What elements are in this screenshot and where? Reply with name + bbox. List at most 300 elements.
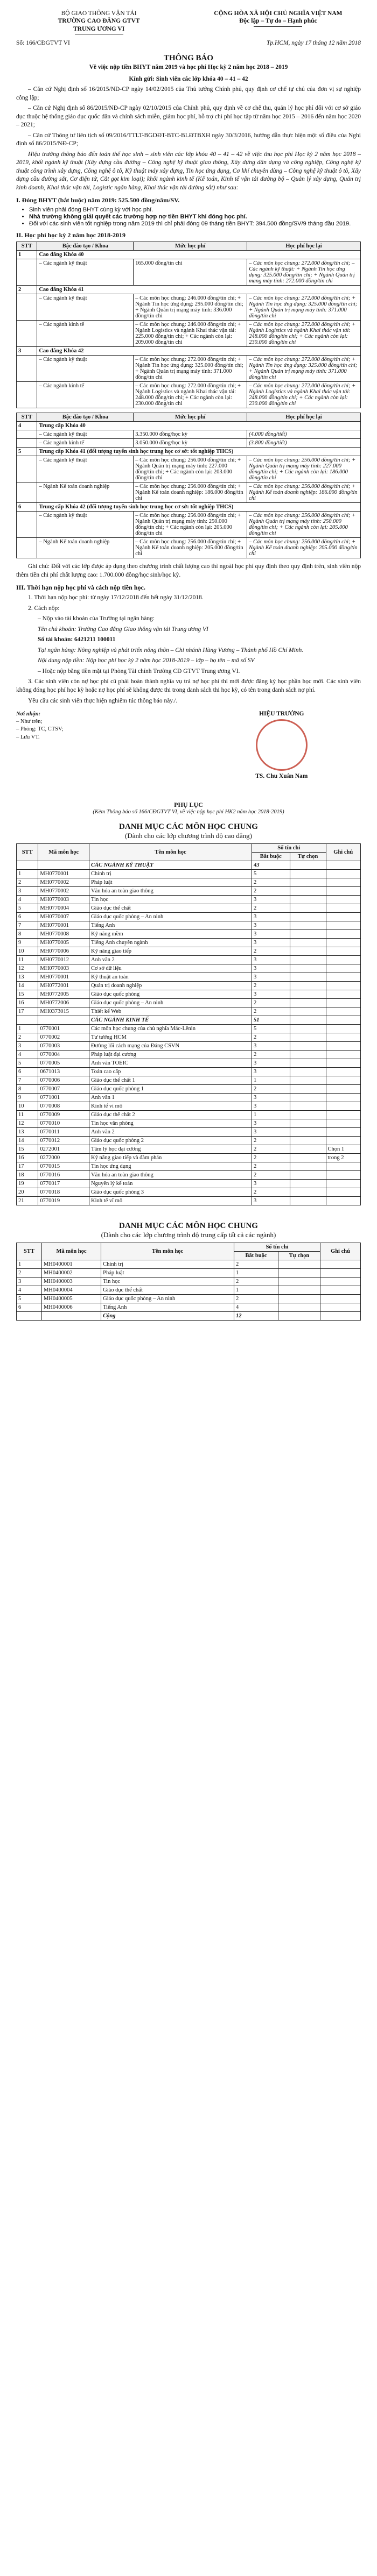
cell-name: Giáo dục quốc phòng 3 xyxy=(89,1188,252,1197)
cell-note xyxy=(320,1260,360,1269)
cell-note xyxy=(326,1188,361,1197)
cell-name: Tiếng Anh chuyên ngành xyxy=(89,939,252,947)
cell-elective xyxy=(290,1180,326,1188)
document-header xyxy=(16,10,361,37)
recipient-item: – Phòng: TC, CTSV; xyxy=(16,726,64,733)
cell-required: 1 xyxy=(234,1269,278,1278)
cell-required: 5 xyxy=(252,1025,290,1033)
cell-fee: – Các môn học chung: 256.000 đồng/tín chỉ; + Ngành Kế toán doanh nghiệp: 186.000 đồng/tín chỉ xyxy=(134,482,247,503)
cell-fee: 165.000 đồng/tín chỉ xyxy=(134,259,247,286)
cell-code: 0272001 xyxy=(38,1145,89,1154)
cell-stt xyxy=(17,456,37,482)
cell-name: Giáo dục thể chất 1 xyxy=(89,1076,252,1085)
cell-elective xyxy=(290,1188,326,1197)
cell-code: MH0400001 xyxy=(41,1260,101,1269)
table-row xyxy=(17,939,361,947)
cell-stt: 16 xyxy=(17,999,38,1007)
cell-code: MH0400003 xyxy=(41,1278,101,1286)
table-row xyxy=(17,1295,361,1303)
table-group-row xyxy=(17,861,361,870)
legal-basis-1: – Căn cứ Nghị định số 16/2015/NĐ-CP ngày 14/02/2015 của Thủ tướng Chính phủ, quy định cơ chế tự chủ của đơn vị sự nghiệp công lập; xyxy=(16,86,361,101)
cell-stt: 3 xyxy=(17,347,37,356)
table-row xyxy=(17,1180,361,1188)
cell-required: 12 xyxy=(234,1312,278,1321)
cell-stt: 3 xyxy=(17,887,38,896)
cell-stt: 10 xyxy=(17,1102,38,1111)
bank-name: Tại ngân hàng: Nông nghiệp và phát triển nông thôn – Chi nhánh Hùng Vương – Thành phố Hồ Chí Minh. xyxy=(38,647,304,654)
col-elective: Tự chọn xyxy=(290,853,326,861)
cell-stt: 14 xyxy=(17,1137,38,1145)
list-item: • Sinh viên phải đóng BHYT cùng kỳ với học phí. xyxy=(29,207,361,213)
issuer-school: TRƯỜNG CAO ĐẲNG GTVT xyxy=(58,18,140,25)
cell-elective xyxy=(290,921,326,930)
cell-required: 2 xyxy=(252,878,290,887)
cell-code: 0770011 xyxy=(38,1128,89,1137)
table-group-row xyxy=(17,251,361,259)
cell-elective xyxy=(290,939,326,947)
cell-name: Đường lối cách mạng của Đảng CSVN xyxy=(89,1042,252,1051)
cell-required: 2 xyxy=(234,1260,278,1269)
cell-stt: 5 xyxy=(17,1059,38,1068)
cell-code: MH0772005 xyxy=(38,990,89,999)
table-row xyxy=(17,538,361,558)
cell-note xyxy=(326,1033,361,1042)
cell-relearn-fee: – Các môn học chung: 272.000 đồng/tín chỉ; + Ngành Logistics và ngành Khai thác vận tải: 248.000 đồng/tín chỉ; + Các ngành còn lại: 230.000 đồng/tín chỉ xyxy=(247,321,361,347)
table-row xyxy=(17,913,361,921)
cell-elective xyxy=(290,878,326,887)
cell-required: 3 xyxy=(252,990,290,999)
cell-level: – Các ngành kinh tế xyxy=(37,382,134,408)
cell-elective xyxy=(278,1295,320,1303)
course-list-1-title: DANH MỤC CÁC MÔN HỌC CHUNG xyxy=(119,822,258,832)
motto: Độc lập – Tự do – Hạnh phúc xyxy=(239,18,317,25)
transfer-content: Nội dung nộp tiền: Nộp học phí học kỳ 2 năm học 2018-2019 – lớp – họ tên – mã số SV xyxy=(38,657,255,664)
cell-required: 1 xyxy=(234,1286,278,1295)
cell-name: Tin học ứng dụng xyxy=(89,1162,252,1171)
recipient-item: – Như trên; xyxy=(16,719,43,725)
cell-name: Kinh tế vi mô xyxy=(89,1102,252,1111)
table-row xyxy=(17,439,361,448)
cell-required: 3 xyxy=(252,913,290,921)
cell-elective xyxy=(290,887,326,896)
cell-stt xyxy=(17,321,37,347)
col-stt: STT xyxy=(17,844,38,861)
cell-stt: 6 xyxy=(17,1303,42,1312)
cell-note xyxy=(326,913,361,921)
appendix-subtitle: (Kèm Thông báo số 166/CĐGTVT VI, về việc nộp học phí HK2 năm học 2018-2019) xyxy=(93,809,284,815)
cell-name: Anh văn 2 xyxy=(89,956,252,964)
col-note: Ghi chú xyxy=(320,1243,360,1260)
cell-stt: 8 xyxy=(17,1085,38,1094)
cell-required: 3 xyxy=(252,939,290,947)
cell-required: 2 xyxy=(252,904,290,913)
doc-number: Số: 166/CĐGTVT VI xyxy=(16,40,70,47)
cell-elective xyxy=(278,1269,320,1278)
fee-table-caodang xyxy=(16,242,361,408)
cell-stt: 1 xyxy=(17,251,37,259)
cell-note xyxy=(320,1269,360,1278)
cell-stt xyxy=(17,439,37,448)
cell-stt: 12 xyxy=(17,1119,38,1128)
cell-stt: 3 xyxy=(17,1278,42,1286)
legal-basis-2: – Căn cứ Nghị định số 86/2015/NĐ-CP ngày 02/10/2015 của Chính phủ, quy định về cơ chế thu, quản lý học phí đối với cơ sở giáo dục thuộc hệ thống giáo dục quốc dân và chính sách miễn, giảm học phí, hỗ trợ chi phí học tập từ năm học 2015 – 2016 đến năm học 2020 – 2021; xyxy=(16,105,361,129)
cell-code: 0770003 xyxy=(38,1042,89,1051)
cell-relearn-fee: – Các môn học chung: 272.000 đồng/tín chỉ; + Ngành Tin học ứng dụng: 325.000 đồng/tín chỉ; + Ngành Quản trị mạng máy tính: 371.000 đồng/tín chỉ xyxy=(247,356,361,382)
cell-elective xyxy=(290,1007,326,1016)
col-required: Bắt buộc xyxy=(234,1252,278,1260)
cell-required: 2 xyxy=(252,1145,290,1154)
table-group-row xyxy=(17,286,361,294)
cell-note xyxy=(326,1137,361,1145)
cell-elective xyxy=(290,1111,326,1119)
cell-stt: 20 xyxy=(17,1188,38,1197)
cell-note xyxy=(326,956,361,964)
cell-required: 3 xyxy=(252,1197,290,1205)
cell-elective xyxy=(290,1102,326,1111)
cell-required: 2 xyxy=(252,1085,290,1094)
section-3-title: III. Thời hạn nộp học phí và cách nộp tiền học. xyxy=(16,584,145,592)
table-row xyxy=(17,921,361,930)
table-row xyxy=(17,1007,361,1016)
cell-name: Toán cao cấp xyxy=(89,1068,252,1076)
cell-note xyxy=(320,1312,360,1321)
cell-code: MH0770002 xyxy=(38,887,89,896)
table-row xyxy=(17,1076,361,1085)
cell-required: 3 xyxy=(252,1102,290,1111)
table-row xyxy=(17,382,361,408)
cell-required: 2 xyxy=(252,947,290,956)
cell-stt: 11 xyxy=(17,956,38,964)
col-fee: Mức học phí xyxy=(134,413,247,422)
col-name: Tên môn học xyxy=(89,844,252,861)
cell-stt xyxy=(17,482,37,503)
doc-number-line xyxy=(16,40,361,46)
table-row xyxy=(17,1286,361,1295)
section-2-title: II. Học phí học kỳ 2 năm học 2018-2019 xyxy=(16,231,126,239)
cell-elective xyxy=(290,930,326,939)
col-stt: STT xyxy=(17,413,37,422)
issuer-ministry: BỘ GIAO THÔNG VẬN TẢI xyxy=(61,10,137,17)
cell-name: Tâm lý học đại cương xyxy=(89,1145,252,1154)
cell-required: 1 xyxy=(252,1076,290,1085)
cell-required: 2 xyxy=(252,1171,290,1180)
table-row xyxy=(17,430,361,439)
cell-note: trong 2 xyxy=(326,1154,361,1162)
debt-rule: 3. Các sinh viên còn nợ học phí cũ phải hoàn thành nghĩa vụ trả nợ học phí thì mới được đăng ký học phần học mới. Các sinh viên không đóng học phí học kỳ hoặc nợ học phí sẽ không được thi trong danh sách thi học kỳ, có tên trong danh sách nợ phí. xyxy=(16,678,361,693)
table-row xyxy=(17,904,361,913)
cell-stt: 15 xyxy=(17,990,38,999)
issuer-school-2: TRUNG ƯƠNG VI xyxy=(73,25,125,32)
cell-code: 0770002 xyxy=(38,1033,89,1042)
cell-required: 3 xyxy=(252,896,290,904)
col-credits: Số tín chỉ xyxy=(234,1243,320,1252)
cell-note xyxy=(326,1197,361,1205)
cell-elective xyxy=(290,1068,326,1076)
cash-option: – Hoặc nộp bằng tiền mặt tại Phòng Tài chính Trường CĐ GTVT Trung ương VI. xyxy=(38,668,240,675)
header-rule-right xyxy=(254,26,302,27)
cell-note xyxy=(326,1180,361,1188)
cell-stt: 14 xyxy=(17,982,38,990)
table-group-row xyxy=(17,503,361,512)
cell-stt: 1 xyxy=(17,1260,42,1269)
cell-elective xyxy=(290,1171,326,1180)
table-row xyxy=(17,321,361,347)
cell-relearn-fee: (3.800 đồng/tiết) xyxy=(247,439,361,448)
appendix-title: PHỤ LỤC xyxy=(174,801,203,809)
cell-elective xyxy=(290,1051,326,1059)
cell-name: Tiếng Anh xyxy=(89,921,252,930)
cell-code: 0770005 xyxy=(38,1059,89,1068)
cell-name: Anh văn TOEIC xyxy=(89,1059,252,1068)
cell-stt: 6 xyxy=(17,913,38,921)
cell-stt: 2 xyxy=(17,1033,38,1042)
cell-elective xyxy=(290,1085,326,1094)
bank-intro: – Nộp vào tài khoản của Trường tại ngân hàng: xyxy=(38,615,155,622)
closing-line: Yêu cầu các sinh viên thực hiện nghiêm túc thông báo này./. xyxy=(28,697,178,704)
col-relearn-fee: Học phí học lại xyxy=(247,413,361,422)
cell-name: Thiết kế Web xyxy=(89,1007,252,1016)
col-name: Tên môn học xyxy=(101,1243,234,1260)
cell-elective xyxy=(290,1119,326,1128)
cell-name: Giáo dục quốc phòng – An ninh xyxy=(101,1295,234,1303)
cell-stt: 13 xyxy=(17,973,38,982)
account-holder: Tên chủ khoản: Trường Cao đẳng Giao thông vận tải Trung ương VI xyxy=(38,626,208,633)
cell-note xyxy=(326,939,361,947)
cell-required: 3 xyxy=(252,1059,290,1068)
table-row xyxy=(17,1154,361,1162)
cell-elective xyxy=(290,1025,326,1033)
cell-relearn-fee: – Các môn học chung: 256.000 đồng/tín chỉ; + Ngành Kế toán doanh nghiệp: 205.000 đồng/tín chỉ xyxy=(247,538,361,558)
cell-name: Kinh tế vĩ mô xyxy=(89,1197,252,1205)
table-group-row xyxy=(17,422,361,430)
cell-stt: 7 xyxy=(17,921,38,930)
recipients-label: Nơi nhận: xyxy=(16,711,41,718)
cell-code xyxy=(41,1312,101,1321)
cell-elective xyxy=(290,1076,326,1085)
cell-fee: – Các môn học chung: 272.000 đồng/tín chỉ; + Ngành Logistics và ngành Khai thác vận tải: 248.000 đồng/tín chỉ; + Các ngành còn lại: 230.000 đồng/tín chỉ xyxy=(134,382,247,408)
cell-note xyxy=(326,904,361,913)
cell-elective xyxy=(278,1303,320,1312)
cell-elective xyxy=(290,956,326,964)
cell-code xyxy=(38,1016,89,1025)
cell-name: Cơ sở dữ liệu xyxy=(89,964,252,973)
cell-required: 3 xyxy=(252,973,290,982)
cell-required: 43 xyxy=(252,861,290,870)
cell-relearn-fee: – Các môn học chung: 272.000 đồng/tín chỉ; + Ngành Tin học ứng dụng: 325.000 đồng/tín chỉ; + Ngành Quản trị mạng máy tính: 371.000 đồng/tín chỉ xyxy=(247,294,361,321)
cell-required: 2 xyxy=(252,982,290,990)
deadline-line: 1. Thời hạn nộp học phí: từ ngày 17/12/2018 đến hết ngày 31/12/2018. xyxy=(28,594,204,601)
table-header-row xyxy=(17,1243,361,1252)
cell-note xyxy=(326,1007,361,1016)
cell-stt xyxy=(17,294,37,321)
list-item: • Đối với các sinh viên tốt nghiệp trong năm 2019 thì chỉ phải đóng 09 tháng tiền BHYT: 394.500 đồng/SV/9 tháng đầu 2019. xyxy=(29,221,361,227)
cell-stt xyxy=(17,512,37,538)
cell-name: Các môn học chung của chủ nghĩa Mác-Lênin xyxy=(89,1025,252,1033)
cell-required: 3 xyxy=(252,1094,290,1102)
cell-name: Pháp luật xyxy=(89,878,252,887)
appendix-header xyxy=(16,801,361,815)
table-row xyxy=(17,1197,361,1205)
cell-group-name: Cao đẳng Khóa 41 xyxy=(37,286,361,294)
legal-basis-3: – Căn cứ Thông tư liên tịch số 09/2016/TTLT-BGDĐT-BTC-BLĐTBXH ngày 30/3/2016, hướng dẫn thực hiện một số điều của Nghị định số 86/2015/NĐ-CP; xyxy=(16,132,361,147)
cell-name: Tin học xyxy=(89,896,252,904)
cell-stt xyxy=(17,259,37,286)
table-row xyxy=(17,990,361,999)
cell-relearn-fee: (4.000 đồng/tiết) xyxy=(247,430,361,439)
col-stt: STT xyxy=(17,1243,42,1260)
table-row xyxy=(17,1128,361,1137)
cell-stt: 6 xyxy=(17,1068,38,1076)
table-row xyxy=(17,456,361,482)
cell-elective xyxy=(290,913,326,921)
cell-code: 0770004 xyxy=(38,1051,89,1059)
cell-elective xyxy=(290,870,326,878)
table-row xyxy=(17,947,361,956)
account-number: Số tài khoản: 6421211 100011 xyxy=(38,636,116,643)
table-row xyxy=(17,1068,361,1076)
cell-required: 2 xyxy=(252,1154,290,1162)
signer-role: HIỆU TRƯỞNG xyxy=(259,711,304,718)
cell-name: Nguyên lý kế toán xyxy=(89,1180,252,1188)
table-row xyxy=(17,870,361,878)
cell-name: Giáo dục thể chất xyxy=(89,904,252,913)
table-row xyxy=(17,1111,361,1119)
cell-code: MH0770001 xyxy=(38,870,89,878)
cell-required: 2 xyxy=(252,1188,290,1197)
cell-code: MH0772006 xyxy=(38,999,89,1007)
cell-stt: 6 xyxy=(17,503,37,512)
cell-elective xyxy=(290,1162,326,1171)
cell-relearn-fee: – Các môn học chung: 272.000 đồng/tín chỉ; – Các ngành kỹ thuật: + Ngành Tin học ứng dụng: 325.000 đồng/tín chỉ; + Ngành Quản trị mạng máy tính: 272.000 đồng/tín chỉ xyxy=(247,259,361,286)
cell-code: MH0400005 xyxy=(41,1295,101,1303)
cell-name: Pháp luật xyxy=(101,1269,234,1278)
cell-code: MH0770008 xyxy=(38,930,89,939)
table-group-row xyxy=(17,1016,361,1025)
cell-note xyxy=(326,1128,361,1137)
cell-stt xyxy=(17,1016,38,1025)
cell-elective xyxy=(278,1312,320,1321)
note-paragraph: Ghi chú: Đối với các lớp được áp dụng theo chương trình chất lượng cao thì ngoài học phí quy định theo quy định trên, sinh viên nộp thêm tiền chi phí chất lượng cao: 1.700.000 đồng/học sinh/học kỳ. xyxy=(16,563,361,578)
cell-name: Kỹ năng giao tiếp và đàm phán xyxy=(89,1154,252,1162)
cell-code: 0770009 xyxy=(38,1111,89,1119)
cell-level: – Các ngành kỹ thuật xyxy=(37,294,134,321)
cell-name: Tư tưởng HCM xyxy=(89,1033,252,1042)
cell-stt xyxy=(17,430,37,439)
cell-stt xyxy=(17,538,37,558)
addressee: Kính gửi: Sinh viên các lớp khóa 40 – 41 – 42 xyxy=(129,76,248,83)
cell-required: 4 xyxy=(234,1303,278,1312)
table-row xyxy=(17,956,361,964)
cell-note xyxy=(320,1303,360,1312)
cell-elective xyxy=(290,982,326,990)
fee-table-trungcap xyxy=(16,413,361,558)
table-row xyxy=(17,1162,361,1171)
cell-code xyxy=(38,861,89,870)
cell-note xyxy=(320,1295,360,1303)
signature-block xyxy=(16,711,361,779)
table-row xyxy=(17,1059,361,1068)
cell-stt: 13 xyxy=(17,1128,38,1137)
cell-code: 0771001 xyxy=(38,1094,89,1102)
cell-note xyxy=(326,1111,361,1119)
cell-stt: 5 xyxy=(17,448,37,456)
cell-required: 2 xyxy=(252,999,290,1007)
cell-note: Chọn 1 xyxy=(326,1145,361,1154)
cell-stt: 18 xyxy=(17,1171,38,1180)
cell-note xyxy=(326,1162,361,1171)
cell-stt: 2 xyxy=(17,1269,42,1278)
cell-code: MH0400002 xyxy=(41,1269,101,1278)
cell-fee: 3.050.000 đồng/học kỳ xyxy=(134,439,247,448)
table-row xyxy=(17,973,361,982)
cell-elective xyxy=(290,904,326,913)
cell-required: 3 xyxy=(252,1180,290,1188)
cell-group-name: Cao đẳng Khóa 42 xyxy=(37,347,361,356)
table-row xyxy=(17,1025,361,1033)
cell-elective xyxy=(278,1286,320,1295)
table-row xyxy=(17,1085,361,1094)
cell-note xyxy=(326,1042,361,1051)
cell-name: Văn hóa an toàn giao thông xyxy=(89,1171,252,1180)
section-1-title: I. Đóng BHYT (bắt buộc) năm 2019: 525.500 đồng/năm/SV. xyxy=(16,196,180,204)
cell-code: MH0373015 xyxy=(38,1007,89,1016)
cell-stt: 16 xyxy=(17,1154,38,1162)
cell-note xyxy=(326,1068,361,1076)
cell-code: MH0770005 xyxy=(38,939,89,947)
cell-fee: – Các môn học chung: 246.000 đồng/tín chỉ; + Ngành Logistics và ngành Khai thác vận tải: 225.000 đồng/tín chỉ; + Các ngành còn lại: 209.000 đồng/tín chỉ xyxy=(134,321,247,347)
cell-group-name: Trung cấp Khóa 40 xyxy=(37,422,361,430)
recipients xyxy=(16,711,174,779)
motto-block xyxy=(196,10,361,37)
cell-stt xyxy=(17,1312,42,1321)
cell-required: 2 xyxy=(252,1051,290,1059)
cell-elective xyxy=(290,990,326,999)
course-list-1-subtitle: (Dành cho các lớp chương trình độ cao đẳng) xyxy=(125,832,252,840)
cell-relearn-fee: – Các môn học chung: 272.000 đồng/tín chỉ; + Ngành Logistics và ngành Khai thác vận tải: 248.000 đồng/tín chỉ; + Các ngành còn lại: 230.000 đồng/tín chỉ xyxy=(247,382,361,408)
official-stamp xyxy=(256,719,308,771)
cell-required: 3 xyxy=(252,930,290,939)
cell-code: 0770010 xyxy=(38,1119,89,1128)
table-row xyxy=(17,1260,361,1269)
cell-fee: 3.350.000 đồng/học kỳ xyxy=(134,430,247,439)
cell-name: Giáo dục thể chất 2 xyxy=(89,1111,252,1119)
page-subtitle: Về việc nộp tiền BHYT năm 2019 và học phí Học kỳ 2 năm học 2018 – 2019 xyxy=(89,64,288,71)
cell-name: Kỹ năng mềm xyxy=(89,930,252,939)
cell-code: MH0770003 xyxy=(38,896,89,904)
cell-stt: 7 xyxy=(17,1076,38,1085)
cell-elective xyxy=(290,1145,326,1154)
cell-required: 3 xyxy=(252,1119,290,1128)
cell-code: 0770016 xyxy=(38,1171,89,1180)
cell-stt: 3 xyxy=(17,1042,38,1051)
cell-code: 0770017 xyxy=(38,1180,89,1188)
cell-elective xyxy=(290,1137,326,1145)
cell-required: 2 xyxy=(252,1137,290,1145)
document-page xyxy=(16,0,361,1321)
cell-name: Giáo dục quốc phòng xyxy=(89,990,252,999)
cell-required: 2 xyxy=(252,1007,290,1016)
cell-required: 3 xyxy=(252,1128,290,1137)
cell-required: 3 xyxy=(252,1042,290,1051)
cell-code: MH0400006 xyxy=(41,1303,101,1312)
table-row xyxy=(17,878,361,887)
table-row xyxy=(17,1051,361,1059)
cell-name: Tin học xyxy=(101,1278,234,1286)
cell-stt xyxy=(17,382,37,408)
recipient-item: – Lưu VT. xyxy=(16,734,40,740)
table-row xyxy=(17,1033,361,1042)
cell-note xyxy=(326,1016,361,1025)
